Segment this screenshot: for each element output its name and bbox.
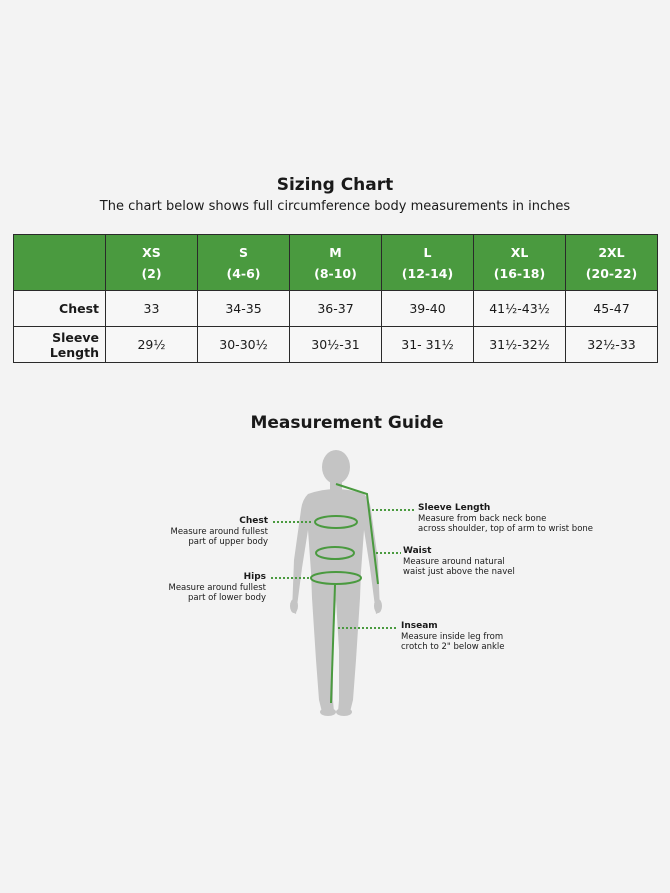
table-cell: 30-30½ xyxy=(198,327,290,363)
measurement-guide-title: Measurement Guide xyxy=(250,413,444,433)
table-cell: 32½-33 xyxy=(566,327,658,363)
size-header: XL (16-18) xyxy=(474,235,566,291)
table-cell: 39-40 xyxy=(382,291,474,327)
sizing-chart-subtitle: The chart below shows full circumference body measurements in inches xyxy=(99,199,571,214)
size-header: 2XL (20-22) xyxy=(566,235,658,291)
sleeve-length-label: Sleeve Length Measure from back neck bone across shoulder, top of arm to wrist bone xyxy=(418,503,594,534)
sizing-chart-title: Sizing Chart xyxy=(276,175,394,195)
table-cell: 30½-31 xyxy=(290,327,382,363)
table-cell: 31- 31½ xyxy=(382,327,474,363)
table-cell: 33 xyxy=(106,291,198,327)
row-label: Chest xyxy=(14,291,106,327)
size-header: XS (2) xyxy=(106,235,198,291)
table-cell: 41½-43½ xyxy=(474,291,566,327)
waist-label: Waist Measure around natural waist just above the navel xyxy=(403,546,515,577)
chest-label: Chest Measure around fullest part of upper body xyxy=(170,516,268,547)
table-cell: 34-35 xyxy=(198,291,290,327)
size-header: S (4-6) xyxy=(198,235,290,291)
table-cell: 31½-32½ xyxy=(474,327,566,363)
row-label: Sleeve Length xyxy=(14,327,106,363)
size-header: L (12-14) xyxy=(382,235,474,291)
inseam-label: Inseam Measure inside leg from crotch to 2" below ankle xyxy=(401,621,505,652)
table-cell: 45-47 xyxy=(566,291,658,327)
hips-label: Hips Measure around fullest part of lower body xyxy=(168,572,266,603)
table-cell: 29½ xyxy=(106,327,198,363)
table-cell: 36-37 xyxy=(290,291,382,327)
size-header: M (8-10) xyxy=(290,235,382,291)
